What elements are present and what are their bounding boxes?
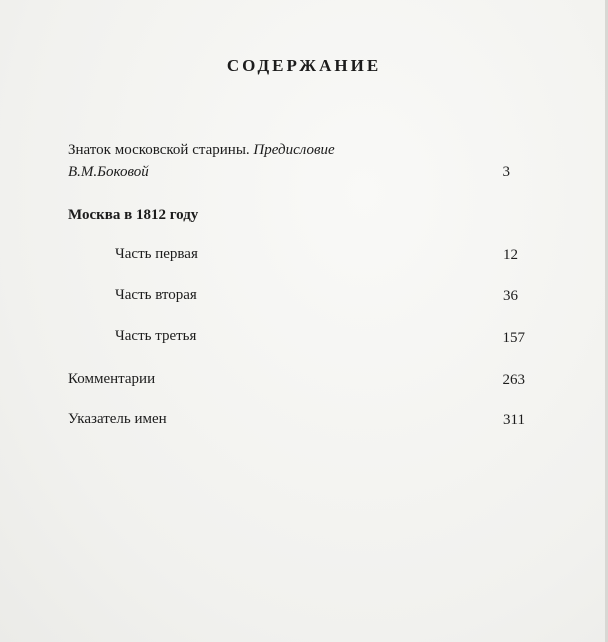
comments-page-number: 263	[502, 372, 525, 388]
index-page-number: 311	[503, 412, 525, 428]
toc-entry-part-1: Часть первая	[115, 246, 198, 262]
part-1-page-number: 12	[503, 247, 518, 263]
preface-label: Предисловие	[253, 142, 335, 158]
page-title: СОДЕРЖАНИЕ	[226, 56, 382, 75]
preface-text: Знаток московской старины.	[68, 142, 250, 158]
toc-entry-part-3: Часть третья	[115, 328, 197, 344]
toc-entry-comments: Комментарии	[68, 371, 156, 387]
preface-author: В.М.Боковой	[68, 164, 149, 180]
preface-page-number: 3	[502, 164, 510, 180]
part-2-page-number: 36	[503, 288, 518, 304]
part-3-page-number: 157	[502, 330, 525, 346]
toc-entry-index: Указатель имен	[68, 411, 167, 427]
section-title: Москва в 1812 году	[68, 207, 199, 223]
toc-entry-part-2: Часть вторая	[115, 287, 197, 303]
toc-entry-preface	[68, 139, 335, 161]
